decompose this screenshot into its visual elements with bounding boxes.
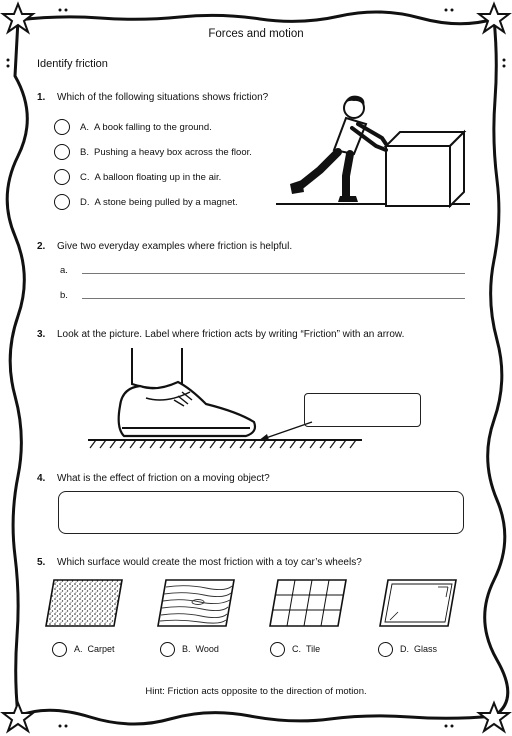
q2-text: Give two everyday examples where friction is helpful. xyxy=(57,241,293,252)
glass-texture-icon xyxy=(378,578,458,628)
radio-circle-icon[interactable] xyxy=(270,642,285,657)
worksheet-title: Forces and motion xyxy=(208,28,304,40)
hint-text: Hint: Friction acts opposite to the direction of motion. xyxy=(145,686,367,697)
friction-label-box[interactable] xyxy=(304,393,421,427)
radio-circle-icon[interactable] xyxy=(160,642,175,657)
q2-line-b-label: b. xyxy=(60,290,68,301)
q5-text: Which surface would create the most friction with a toy car’s wheels? xyxy=(57,557,362,568)
q1-option-c[interactable]: C. A balloon floating up in the air. xyxy=(54,167,221,187)
tile-texture-icon xyxy=(268,578,348,628)
q1-number: 1. xyxy=(37,92,46,103)
q1-option-b[interactable]: B. Pushing a heavy box across the floor. xyxy=(54,142,252,162)
q2-answer-line-b[interactable] xyxy=(82,298,465,299)
radio-circle-icon[interactable] xyxy=(54,194,70,210)
q2-line-a-label: a. xyxy=(60,265,68,276)
q1-option-d[interactable]: D. A stone being pulled by a magnet. xyxy=(54,192,238,212)
q5-number: 5. xyxy=(37,557,46,568)
carpet-texture-icon xyxy=(44,578,124,628)
q4-number: 4. xyxy=(37,473,46,484)
radio-circle-icon[interactable] xyxy=(54,119,70,135)
radio-circle-icon[interactable] xyxy=(52,642,67,657)
q4-answer-box[interactable] xyxy=(58,491,464,534)
q1-option-a[interactable]: A. A book falling to the ground. xyxy=(54,117,212,137)
q5-option-carpet[interactable]: A. Carpet xyxy=(52,640,115,658)
q5-option-tile[interactable]: C. Tile xyxy=(270,640,320,658)
radio-circle-icon[interactable] xyxy=(378,642,393,657)
q5-option-wood[interactable]: B. Wood xyxy=(160,640,219,658)
q3-text: Look at the picture. Label where friction acts by writing “Friction” with an arrow. xyxy=(57,329,405,340)
q2-number: 2. xyxy=(37,241,46,252)
q3-number: 3. xyxy=(37,329,46,340)
q5-option-glass[interactable]: D. Glass xyxy=(378,640,437,658)
worksheet-subtitle: Identify friction xyxy=(37,58,108,70)
q2-answer-line-a[interactable] xyxy=(82,273,465,274)
wood-texture-icon xyxy=(156,578,236,628)
q1-text: Which of the following situations shows friction? xyxy=(57,92,269,103)
radio-circle-icon[interactable] xyxy=(54,169,70,185)
q4-text: What is the effect of friction on a moving object? xyxy=(57,473,270,484)
radio-circle-icon[interactable] xyxy=(54,144,70,160)
boy-pushing-box-illustration xyxy=(274,88,474,212)
